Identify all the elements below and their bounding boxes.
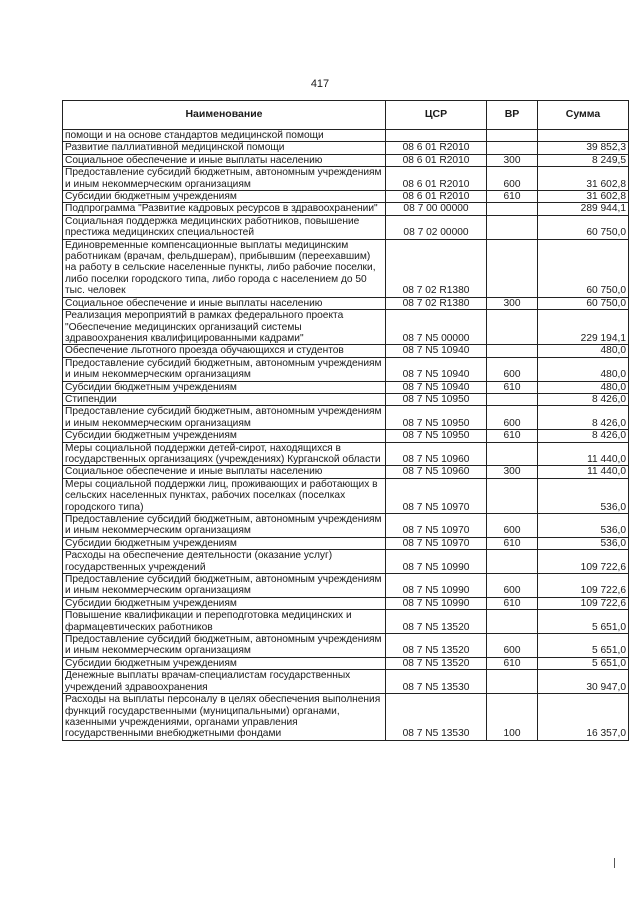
table-row xyxy=(63,670,629,694)
budget-table xyxy=(62,100,629,741)
row-vr-cell: 610 xyxy=(487,537,538,549)
row-sum-cell: 480,0 xyxy=(538,381,629,393)
table-row xyxy=(63,550,629,574)
row-csr-cell: 08 6 01 R2010 xyxy=(386,191,487,203)
row-vr-cell xyxy=(487,215,538,239)
row-sum-cell: 229 194,1 xyxy=(538,310,629,345)
table-row xyxy=(63,657,629,669)
table-row xyxy=(63,310,629,345)
row-name-cell: Расходы на выплаты персоналу в целях обеспечения выполнения функций государственными (муниципальными) органами, казенными учреждениями, органами управления государственными внебюджетными фондами xyxy=(63,694,386,741)
row-csr-cell: 08 7 N5 10990 xyxy=(386,574,487,598)
row-name-cell: Субсидии бюджетным учреждениям xyxy=(63,657,386,669)
row-sum-cell: 536,0 xyxy=(538,478,629,513)
row-vr-cell xyxy=(487,203,538,215)
row-name-cell: Подпрограмма "Развитие кадровых ресурсов в здравоохранении" xyxy=(63,203,386,215)
row-name-cell: Денежные выплаты врачам-специалистам государственных учреждений здравоохранения xyxy=(63,670,386,694)
row-vr-cell: 610 xyxy=(487,430,538,442)
row-sum-cell xyxy=(538,130,629,142)
row-csr-cell: 08 7 N5 10950 xyxy=(386,393,487,405)
row-csr-cell: 08 7 N5 10940 xyxy=(386,357,487,381)
row-sum-cell: 31 602,8 xyxy=(538,191,629,203)
header-csr: ЦСР xyxy=(386,101,487,130)
row-csr-cell: 08 7 N5 10990 xyxy=(386,550,487,574)
row-vr-cell xyxy=(487,550,538,574)
row-name-cell: Социальное обеспечение и иные выплаты населению xyxy=(63,154,386,166)
table-row xyxy=(63,466,629,478)
row-name-cell: Субсидии бюджетным учреждениям xyxy=(63,537,386,549)
row-csr-cell: 08 6 01 R2010 xyxy=(386,154,487,166)
row-name-cell: Меры социальной поддержки лиц, проживающих и работающих в сельских населенных пунктах, рабочих поселках (поселках городского типа) xyxy=(63,478,386,513)
row-sum-cell: 31 602,8 xyxy=(538,167,629,191)
row-vr-cell: 600 xyxy=(487,514,538,538)
row-sum-cell: 8 426,0 xyxy=(538,406,629,430)
row-csr-cell: 08 7 N5 10990 xyxy=(386,597,487,609)
row-name-cell: Меры социальной поддержки детей-сирот, находящихся в государственных организациях (учреждениях) Курганской области xyxy=(63,442,386,466)
table-row xyxy=(63,130,629,142)
row-csr-cell: 08 7 N5 13520 xyxy=(386,634,487,658)
row-sum-cell: 109 722,6 xyxy=(538,574,629,598)
row-vr-cell: 610 xyxy=(487,597,538,609)
row-sum-cell: 8 249,5 xyxy=(538,154,629,166)
table-row xyxy=(63,406,629,430)
row-vr-cell xyxy=(487,142,538,154)
row-vr-cell xyxy=(487,442,538,466)
header-sum: Сумма xyxy=(538,101,629,130)
row-vr-cell: 300 xyxy=(487,154,538,166)
row-csr-cell: 08 7 N5 13520 xyxy=(386,657,487,669)
margin-mark xyxy=(614,858,615,868)
row-name-cell: Развитие паллиативной медицинской помощи xyxy=(63,142,386,154)
row-sum-cell: 11 440,0 xyxy=(538,442,629,466)
row-csr-cell: 08 7 N5 13530 xyxy=(386,694,487,741)
table-row xyxy=(63,537,629,549)
row-sum-cell: 30 947,0 xyxy=(538,670,629,694)
row-sum-cell: 5 651,0 xyxy=(538,610,629,634)
row-vr-cell: 610 xyxy=(487,191,538,203)
row-csr-cell: 08 7 02 R1380 xyxy=(386,297,487,309)
row-name-cell: Предоставление субсидий бюджетным, автономным учреждениям и иным некоммерческим организациям xyxy=(63,634,386,658)
row-vr-cell: 610 xyxy=(487,381,538,393)
row-csr-cell: 08 7 N5 10970 xyxy=(386,478,487,513)
table-header-row xyxy=(63,101,629,130)
row-vr-cell: 100 xyxy=(487,694,538,741)
row-vr-cell: 610 xyxy=(487,657,538,669)
row-sum-cell: 480,0 xyxy=(538,357,629,381)
row-sum-cell: 536,0 xyxy=(538,514,629,538)
row-name-cell: Единовременные компенсационные выплаты медицинским работникам (врачам, фельдшерам), прибывшим (переехавшим) на работу в сельские населенные пункты, либо рабочие поселки, либо поселки городского типа, либо города с населением до 50 тыс. человек xyxy=(63,239,386,297)
row-sum-cell: 289 944,1 xyxy=(538,203,629,215)
table-row xyxy=(63,430,629,442)
table-row xyxy=(63,478,629,513)
row-vr-cell: 600 xyxy=(487,357,538,381)
table-row xyxy=(63,610,629,634)
row-name-cell: Реализация мероприятий в рамках федерального проекта "Обеспечение медицинских организаций системы здравоохранения квалифицированными кадрами" xyxy=(63,310,386,345)
table-row xyxy=(63,694,629,741)
row-vr-cell xyxy=(487,345,538,357)
page-number: 417 xyxy=(310,78,330,90)
row-sum-cell: 536,0 xyxy=(538,537,629,549)
table-row xyxy=(63,191,629,203)
row-sum-cell: 5 651,0 xyxy=(538,634,629,658)
row-sum-cell: 5 651,0 xyxy=(538,657,629,669)
table-row xyxy=(63,239,629,297)
row-sum-cell: 480,0 xyxy=(538,345,629,357)
row-name-cell: Субсидии бюджетным учреждениям xyxy=(63,381,386,393)
row-name-cell: Предоставление субсидий бюджетным, автономным учреждениям и иным некоммерческим организациям xyxy=(63,514,386,538)
row-sum-cell: 60 750,0 xyxy=(538,297,629,309)
table-row xyxy=(63,357,629,381)
table-row xyxy=(63,381,629,393)
row-name-cell: помощи и на основе стандартов медицинской помощи xyxy=(63,130,386,142)
row-sum-cell: 60 750,0 xyxy=(538,215,629,239)
row-name-cell: Расходы на обеспечение деятельности (оказание услуг) государственных учреждений xyxy=(63,550,386,574)
row-vr-cell xyxy=(487,310,538,345)
row-csr-cell: 08 7 N5 10960 xyxy=(386,442,487,466)
row-csr-cell: 08 7 N5 13520 xyxy=(386,610,487,634)
row-csr-cell: 08 7 N5 13530 xyxy=(386,670,487,694)
row-vr-cell xyxy=(487,670,538,694)
row-vr-cell: 300 xyxy=(487,466,538,478)
row-sum-cell: 16 357,0 xyxy=(538,694,629,741)
table-row xyxy=(63,634,629,658)
row-name-cell: Субсидии бюджетным учреждениям xyxy=(63,430,386,442)
table-row xyxy=(63,167,629,191)
row-csr-cell: 08 7 N5 10950 xyxy=(386,430,487,442)
row-sum-cell: 109 722,6 xyxy=(538,550,629,574)
row-name-cell: Социальное обеспечение и иные выплаты населению xyxy=(63,297,386,309)
row-sum-cell: 109 722,6 xyxy=(538,597,629,609)
table-row xyxy=(63,142,629,154)
row-name-cell: Предоставление субсидий бюджетным, автономным учреждениям и иным некоммерческим организациям xyxy=(63,574,386,598)
table-row xyxy=(63,393,629,405)
row-csr-cell: 08 7 N5 10960 xyxy=(386,466,487,478)
row-vr-cell: 600 xyxy=(487,574,538,598)
row-name-cell: Повышение квалификации и переподготовка медицинских и фармацевтических работников xyxy=(63,610,386,634)
row-sum-cell: 11 440,0 xyxy=(538,466,629,478)
row-vr-cell xyxy=(487,393,538,405)
row-csr-cell: 08 7 N5 10940 xyxy=(386,381,487,393)
row-vr-cell xyxy=(487,478,538,513)
row-csr-cell: 08 7 02 00000 xyxy=(386,215,487,239)
table-row xyxy=(63,574,629,598)
row-vr-cell: 600 xyxy=(487,406,538,430)
row-name-cell: Социальная поддержка медицинских работников, повышение престижа медицинских специальностей xyxy=(63,215,386,239)
row-name-cell: Обеспечение льготного проезда обучающихся и студентов xyxy=(63,345,386,357)
table-row xyxy=(63,345,629,357)
table-row xyxy=(63,154,629,166)
header-name: Наименование xyxy=(63,101,386,130)
row-csr-cell: 08 7 N5 10940 xyxy=(386,345,487,357)
row-sum-cell: 39 852,3 xyxy=(538,142,629,154)
row-csr-cell: 08 7 N5 10970 xyxy=(386,537,487,549)
row-vr-cell xyxy=(487,130,538,142)
row-csr-cell: 08 7 02 R1380 xyxy=(386,239,487,297)
row-csr-cell xyxy=(386,130,487,142)
row-csr-cell: 08 6 01 R2010 xyxy=(386,142,487,154)
row-sum-cell: 8 426,0 xyxy=(538,393,629,405)
row-csr-cell: 08 7 00 00000 xyxy=(386,203,487,215)
table-row xyxy=(63,297,629,309)
row-vr-cell: 600 xyxy=(487,634,538,658)
row-name-cell: Стипендии xyxy=(63,393,386,405)
table-row xyxy=(63,597,629,609)
row-name-cell: Предоставление субсидий бюджетным, автономным учреждениям и иным некоммерческим организациям xyxy=(63,357,386,381)
header-vr: ВР xyxy=(487,101,538,130)
row-vr-cell: 300 xyxy=(487,297,538,309)
row-sum-cell: 8 426,0 xyxy=(538,430,629,442)
row-name-cell: Предоставление субсидий бюджетным, автономным учреждениям и иным некоммерческим организациям xyxy=(63,406,386,430)
row-csr-cell: 08 7 N5 00000 xyxy=(386,310,487,345)
row-name-cell: Субсидии бюджетным учреждениям xyxy=(63,191,386,203)
row-vr-cell: 600 xyxy=(487,167,538,191)
row-csr-cell: 08 7 N5 10950 xyxy=(386,406,487,430)
row-vr-cell xyxy=(487,610,538,634)
row-name-cell: Субсидии бюджетным учреждениям xyxy=(63,597,386,609)
row-sum-cell: 60 750,0 xyxy=(538,239,629,297)
row-csr-cell: 08 7 N5 10970 xyxy=(386,514,487,538)
row-csr-cell: 08 6 01 R2010 xyxy=(386,167,487,191)
row-name-cell: Предоставление субсидий бюджетным, автономным учреждениям и иным некоммерческим организациям xyxy=(63,167,386,191)
table-row xyxy=(63,203,629,215)
table-row xyxy=(63,514,629,538)
table-row xyxy=(63,215,629,239)
row-vr-cell xyxy=(487,239,538,297)
row-name-cell: Социальное обеспечение и иные выплаты населению xyxy=(63,466,386,478)
table-row xyxy=(63,442,629,466)
